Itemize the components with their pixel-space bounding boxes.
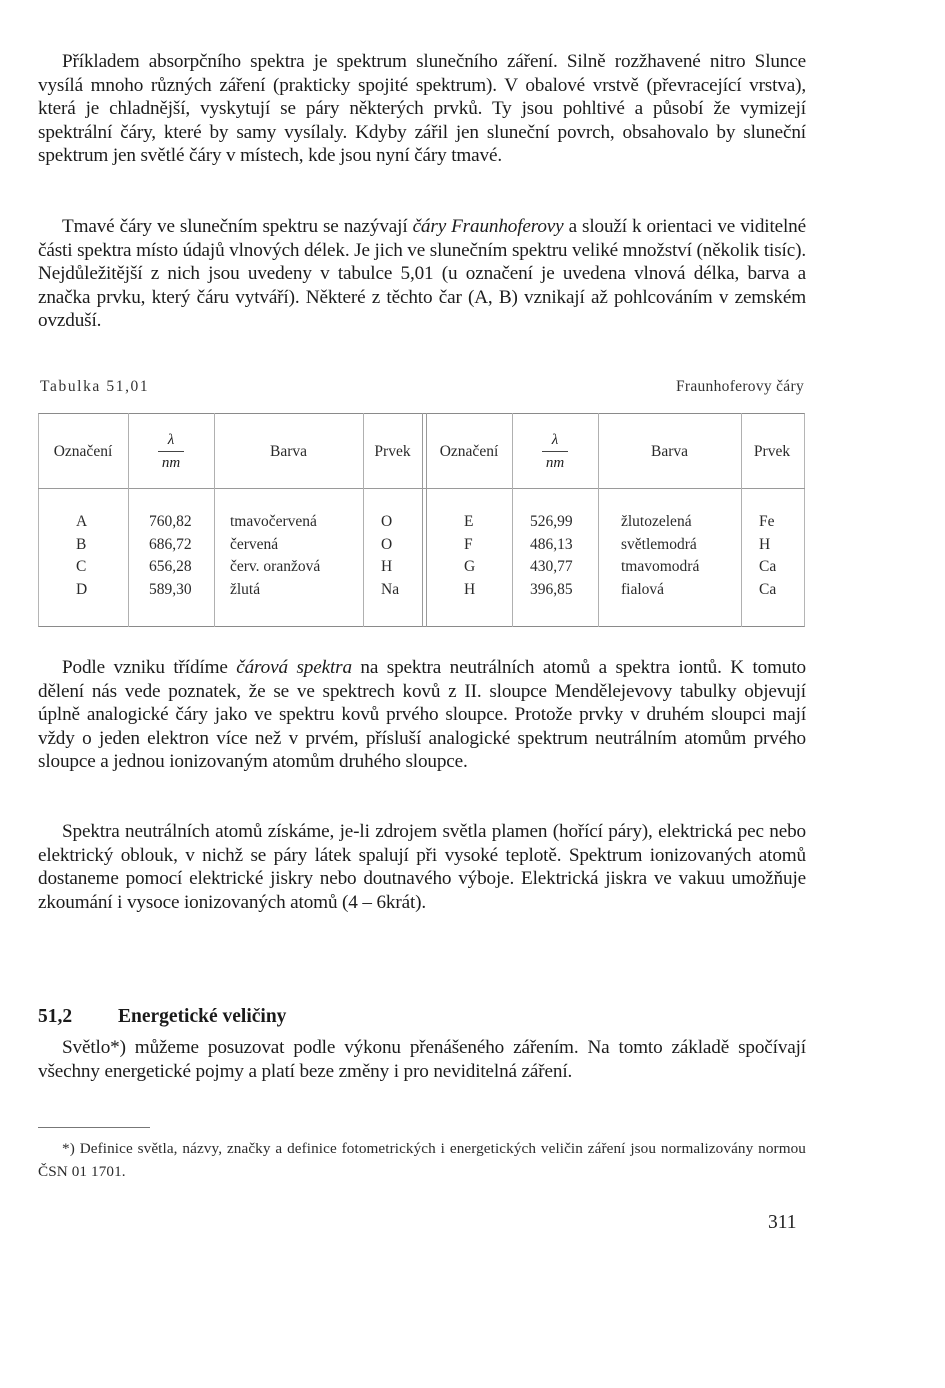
cell-element: H xyxy=(759,535,771,553)
cell-wavelength: 430,77 xyxy=(530,558,573,575)
cell-mark: C xyxy=(76,558,87,575)
cell-color: červ. oranžová xyxy=(230,558,321,575)
cell-element: O xyxy=(381,535,393,553)
cell-color: fialová xyxy=(621,580,665,598)
cell-wavelength: 396,85 xyxy=(530,580,573,598)
paragraph-line-spectra xyxy=(38,656,806,774)
section-title: Energetické veličiny xyxy=(118,1006,287,1027)
lambda-symbol: λ xyxy=(167,432,175,448)
cell-element: Fe xyxy=(759,513,775,530)
table-row xyxy=(426,511,805,534)
cell-mark: F xyxy=(464,535,473,553)
paragraph-energetic-quantities: Světlo*) můžeme posuzovat podle výkonu přenášeného zářením. Na tomto základě spočívají všechny energetické pojmy a platí beze změny i pro neviditelná záření. xyxy=(38,1037,806,1082)
header-wavelength xyxy=(535,431,575,472)
paragraph-fraunhofer-lines xyxy=(38,215,806,333)
table-row xyxy=(38,556,422,579)
unit-nm: nm xyxy=(161,455,181,471)
fraunhofer-lines-table xyxy=(38,413,805,627)
cell-color: červená xyxy=(230,535,279,553)
cell-wavelength: 686,72 xyxy=(149,535,192,553)
cell-wavelength: 760,82 xyxy=(149,513,192,530)
table-body-right xyxy=(426,511,805,601)
table-row xyxy=(38,534,422,557)
unit-nm: nm xyxy=(545,455,565,471)
section-heading xyxy=(38,1006,286,1028)
page-number: 311 xyxy=(768,1212,797,1233)
cell-mark: B xyxy=(76,535,87,553)
table-row xyxy=(426,534,805,557)
lambda-symbol: λ xyxy=(551,432,559,448)
table-row xyxy=(38,511,422,534)
cell-element: Ca xyxy=(759,580,777,598)
table-caption-number: Tabulka 51,01 xyxy=(40,378,150,395)
cell-color: tmavočervená xyxy=(230,513,317,530)
table-row xyxy=(426,579,805,602)
fraction-bar xyxy=(158,451,184,452)
emphasis-term: čáry Fraunhoferovy xyxy=(412,216,564,237)
cell-element: O xyxy=(381,513,393,530)
section-number: 51,2 xyxy=(38,1006,73,1027)
paragraph-spectra-sources: Spektra neutrálních atomů získáme, je-li zdrojem světla plamen (hořící páry), elektrická pec nebo elektrický oblouk, v nichž se páry látek spalují při vysoké teplotě. Spektrum ionizovaných atomů dostaneme pomocí elektrické jiskry nebo doutnavého výboje. Elektrická jiskra ve vakuu umožňuje zkoumání i vysoce ionizovaných atomů (4 – 6krát). xyxy=(38,821,806,913)
fraction-bar xyxy=(542,451,568,452)
header-element: Prvek xyxy=(753,443,791,460)
cell-color: žlutá xyxy=(230,580,261,598)
header-wavelength xyxy=(151,431,191,472)
header-color: Barva xyxy=(650,443,688,460)
cell-mark: G xyxy=(464,558,476,575)
cell-element: H xyxy=(381,558,393,575)
paragraph-absorption-spectrum: Příkladem absorpčního spektra je spektrum slunečního záření. Silně rozžhavené nitro Slunce vysílá mnoho různých záření (prakticky spojité spektrum). V obalové vrstvě (převracející vrstva), která je chladnější, vyskytují se páry některých prvků. Ty jsou pohltivé a působí že vymizejí spektrální čáry, které by samy vysílaly. Kdyby zářil jen sluneční povrch, obsahovalo by sluneční spektrum jen světlé čáry v místech, kde jsou nyní čáry tmavé. xyxy=(38,51,806,167)
text-run: a slouží k orientaci ve viditelné části spektra místo údajů vlnových délek. Je jich ve slunečním spektru veliké množství (několik tisíc). Nejdůležitější z nich jsou uvedeny v tabulce 5,01 (u označení je uvedena vlnová délka, barva a značka prvku, který čáru vytváří). Některé z těchto čar (A, B) vznikají až pohlcováním v zemském ovzduší. xyxy=(38,216,806,332)
cell-color: tmavomodrá xyxy=(621,558,700,575)
cell-mark: D xyxy=(76,580,88,598)
cell-color: žlutozelená xyxy=(621,513,692,530)
header-designation: Označení xyxy=(439,443,499,460)
cell-color: světlemodrá xyxy=(621,535,697,553)
table-body-left xyxy=(38,511,422,601)
text-run: Podle vzniku třídíme xyxy=(62,657,237,678)
text-run: Tmavé čáry ve slunečním spektru se nazývají xyxy=(62,216,413,237)
footnote-rule xyxy=(38,1127,150,1128)
header-designation: Označení xyxy=(53,443,113,460)
cell-wavelength: 526,99 xyxy=(530,513,573,530)
footnote: *) Definice světla, názvy, značky a definice fotometrických i energetických veličin záření jsou normalizovány normou ČSN 01 1701. xyxy=(38,1140,806,1180)
column-divider-double xyxy=(422,413,423,627)
cell-wavelength: 589,30 xyxy=(149,580,192,598)
table-row xyxy=(38,579,422,602)
cell-mark: A xyxy=(76,513,88,530)
header-color: Barva xyxy=(269,443,307,460)
emphasis-term: čárová spektra xyxy=(236,657,352,678)
cell-element: Ca xyxy=(759,558,777,575)
cell-mark: E xyxy=(464,513,474,530)
text-run: na spektra neutrálních atomů a spektra iontů. K tomuto dělení nás vede poznatek, že se ve spektrech kovů z II. sloupce Mendělejevovy tabulky objevují úplně analogické čáry jako ve spektru kovů prvého sloupce. Protože prvky v druhém sloupci mají vždy o jeden elektron více než v prvém, přísluší analogické spektrum neutrálním atomům prvého sloupce a jednou ionizovaným atomům druhého sloupce. xyxy=(38,657,806,773)
header-element: Prvek xyxy=(374,443,411,460)
cell-element: Na xyxy=(381,580,400,598)
cell-mark: H xyxy=(464,580,476,598)
cell-wavelength: 656,28 xyxy=(149,558,192,575)
cell-wavelength: 486,13 xyxy=(530,535,573,553)
table-caption-title: Fraunhoferovy čáry xyxy=(675,378,804,395)
table-row xyxy=(426,556,805,579)
